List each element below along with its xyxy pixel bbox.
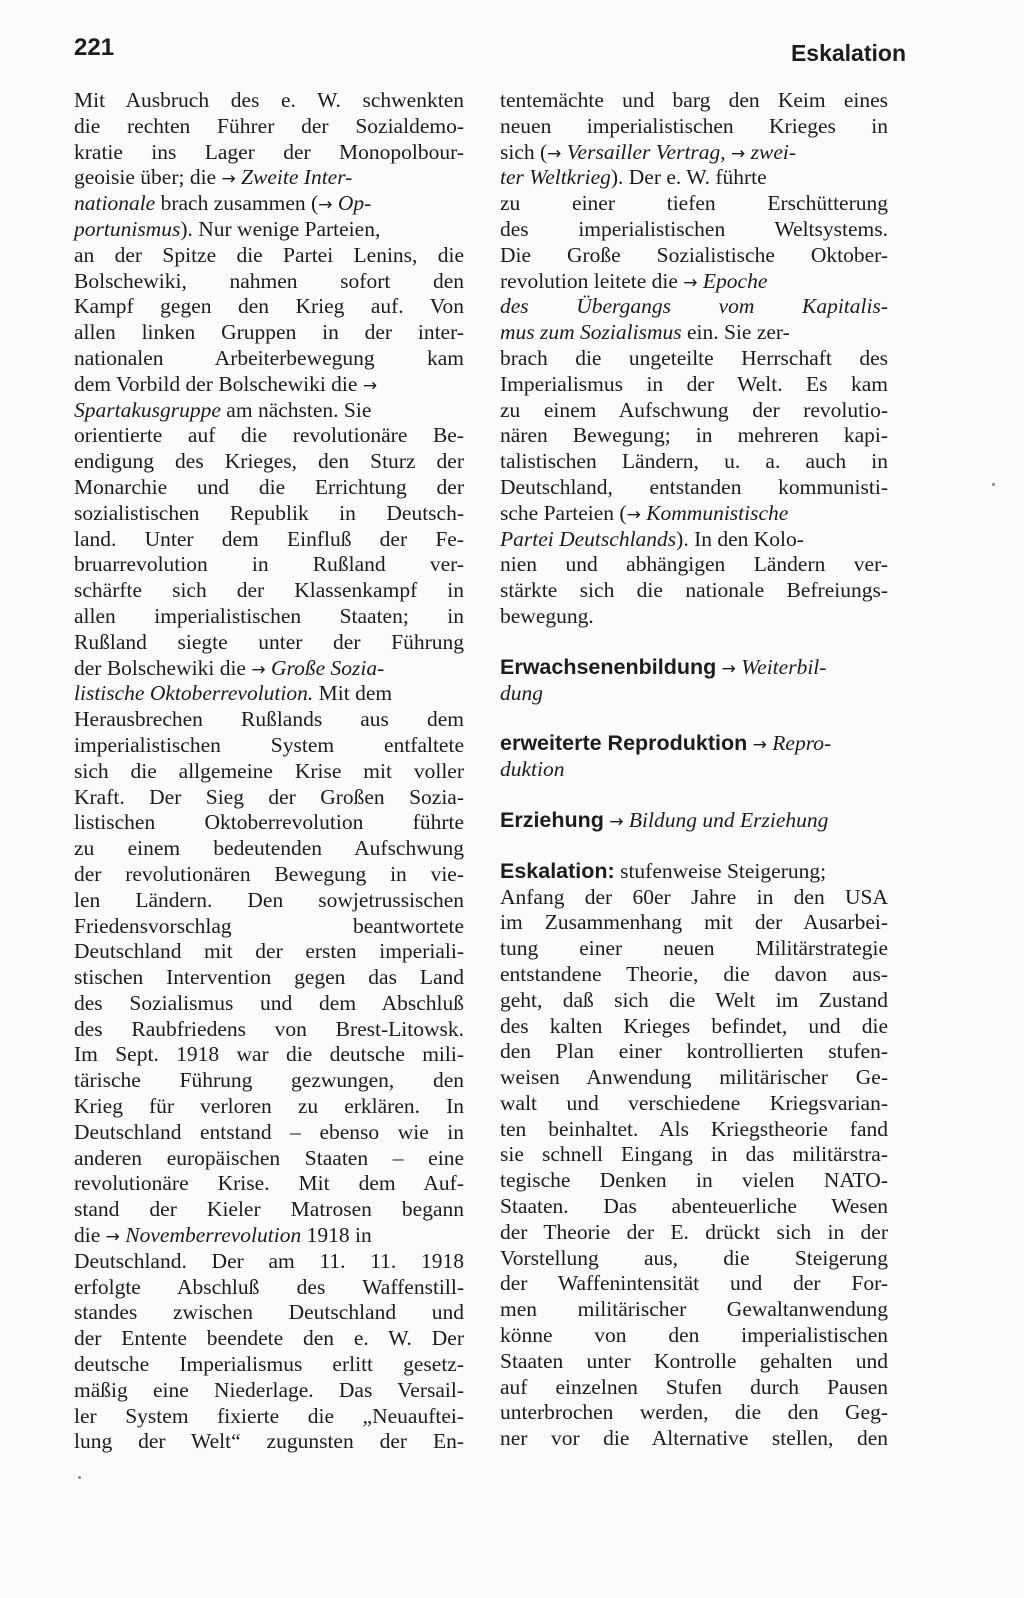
text-line: sich (→ Versailler Vertrag, → zwei- (500, 139, 797, 164)
text-line: anderen europäischen Staaten – eine (74, 1145, 464, 1170)
text-line: unterbrochen werden, die den Geg- (500, 1400, 888, 1425)
text-line: neuen imperialistischen Krieges in (500, 113, 888, 138)
text-line: deutsche Imperialismus erlitt gesetz- (74, 1352, 464, 1377)
cross-reference[interactable]: Op- (337, 191, 372, 216)
text-line (500, 655, 888, 681)
print-speck (992, 483, 995, 486)
text-line: an der Spitze die Partei Lenins, die (74, 242, 464, 267)
text-line: der Theorie der E. drückt sich in der (500, 1219, 888, 1244)
text-line: Spartakusgruppe am nächsten. Sie (74, 397, 372, 422)
text-line: Im Sept. 1918 war die deutsche mili- (74, 1042, 464, 1067)
entry-term: erweiterte Reproduktion (500, 731, 748, 756)
text-line: des imperialistischen Weltsystems. (500, 216, 888, 241)
cross-reference[interactable]: Epoche (702, 268, 768, 293)
text-line: sozialistischen Republik in Deutsch- (74, 500, 464, 525)
text-line: sche Parteien (→ Kommunistische (500, 500, 789, 525)
text-line: Deutschland. Der am 11. 11. 1918 (74, 1248, 464, 1273)
text-line: Krieg für verloren zu erklären. In (74, 1094, 464, 1119)
text-line: Vorstellung aus, die Steigerung (500, 1245, 888, 1270)
text-line: listischen Oktoberrevolution führte (74, 810, 464, 835)
arrow-icon: → (547, 143, 562, 164)
text-line: tärische Führung gezwungen, den (74, 1068, 464, 1093)
text-line: kratie ins Lager der Monopolbour- (74, 139, 464, 164)
cross-reference[interactable]: Versailler Vertrag, (566, 139, 726, 164)
text-line: der revolutionären Bewegung in vie- (74, 861, 464, 886)
print-speck (78, 1476, 81, 1479)
text-line: entstandene Theorie, die davon aus- (500, 961, 888, 986)
text-line: Eskalation: stufenweise Steigerung; (500, 858, 827, 883)
arrow-icon: → (251, 659, 266, 680)
text-line: auf einzelnen Stufen durch Pausen (500, 1374, 888, 1399)
text-line: Kraft. Der Sieg der Großen Sozia- (74, 784, 464, 809)
cross-reference[interactable]: Große Sozia- (270, 655, 385, 680)
arrow-icon: → (362, 375, 378, 396)
text-line: Deutschland, entstanden kommunisti- (500, 474, 888, 499)
arrow-icon: → (721, 658, 736, 679)
text-line: der Bolschewiki die → Große Sozia- (74, 655, 385, 680)
entry-term: Eskalation: (500, 858, 615, 883)
entry-term: Erwachsenenbildung (500, 654, 717, 679)
text-line: den Plan einer kontrollierten stufen- (500, 1039, 888, 1064)
cross-reference[interactable]: zwei- (750, 139, 797, 164)
left-column (74, 88, 464, 1455)
text-line: land. Unter dem Einfluß der Fe- (74, 526, 464, 551)
text-line: Staaten. Das abenteuerliche Wesen (500, 1194, 888, 1219)
text-line: bruarrevolution in Rußland ver- (74, 552, 464, 577)
text-line: weisen Anwendung militärischer Ge- (500, 1065, 888, 1090)
text-line: die → Novemberrevolution 1918 in (74, 1223, 372, 1248)
text-line: Rußland siegte unter der Führung (74, 629, 464, 654)
text-line: dung (500, 680, 543, 705)
text-line: dem Vorbild der Bolschewiki die → (74, 371, 378, 396)
arrow-icon: → (731, 143, 746, 164)
text-line: Bolschewiki, nahmen sofort den (74, 268, 464, 293)
text-line: zu einer tiefen Erschütterung (500, 191, 888, 216)
running-head: Eskalation (790, 40, 906, 66)
text-line: ler System fixierte die „Neuauftei- (74, 1403, 464, 1428)
text-line: allen imperialistischen Staaten; in (74, 603, 464, 628)
text-line: revolution leitete die → Epoche (500, 268, 768, 293)
cross-reference[interactable]: Repro- (772, 731, 832, 756)
right-column (500, 88, 888, 1452)
text-line: der Waffenintensität und der For- (500, 1271, 888, 1296)
text-line: brach die ungeteilte Herrschaft des (500, 345, 888, 370)
text-line: im Zusammenhang mit der Ausarbei- (500, 910, 888, 935)
text-line: revolutionäre Krise. Mit dem Auf- (74, 1171, 464, 1196)
cross-reference[interactable]: Weiterbil- (741, 654, 827, 679)
text-line: die rechten Führer der Sozialdemo- (74, 113, 464, 138)
text-line: des kalten Krieges befindet, und die (500, 1013, 888, 1038)
text-line: Partei Deutschlands). In den Kolo- (500, 526, 804, 551)
text-line: Kampf gegen den Krieg auf. Von (74, 294, 464, 319)
text-line: Mit Ausbruch des e. W. schwenkten (74, 88, 464, 112)
text-line: Anfang der 60er Jahre in den USA (500, 884, 888, 909)
text-line: nationale brach zusammen (→ Op- (74, 191, 372, 216)
text-line: nationalen Arbeiterbewegung kam (74, 345, 464, 370)
text-line: schärfte sich der Klassenkampf in (74, 578, 464, 603)
text-line: stischen Intervention gegen das Land (74, 965, 464, 990)
arrow-icon: → (683, 272, 698, 293)
text-line: nien und abhängigen Ländern ver- (500, 552, 888, 577)
text-line: duktion (500, 757, 565, 782)
text-line (500, 808, 888, 834)
text-line: Deutschland mit der ersten imperiali- (74, 939, 464, 964)
text-line: standes zwischen Deutschland und (74, 1300, 464, 1325)
text-line: Deutschland entstand – ebenso wie in (74, 1119, 464, 1144)
text-line: bewegung. (500, 603, 594, 628)
text-line: portunismus). Nur wenige Parteien, (74, 216, 381, 241)
page-header (74, 34, 906, 74)
text-line: erfolgte Abschluß des Waffenstill- (74, 1274, 464, 1299)
text-line: Monarchie und die Errichtung der (74, 474, 464, 499)
entry-term: Erziehung (500, 807, 604, 832)
arrow-icon: → (626, 504, 641, 525)
text-line: geht, daß sich die Welt im Zustand (500, 987, 888, 1012)
arrow-icon: → (609, 811, 624, 832)
cross-reference[interactable]: Bildung und Erziehung (628, 807, 829, 832)
cross-reference[interactable]: Zweite Inter- (241, 165, 353, 190)
text-line: men militärischer Gewaltanwendung (500, 1297, 888, 1322)
cross-reference[interactable]: Novemberrevolution (125, 1223, 302, 1248)
text-line: len Ländern. Den sowjetrussischen (74, 887, 464, 912)
arrow-icon: → (752, 735, 767, 756)
text-line: Friedensvorschlag beantwortete (74, 913, 464, 938)
entry-erziehung (500, 808, 888, 834)
text-line: mäßig eine Niederlage. Das Versail- (74, 1377, 464, 1402)
text-line: geoisie über; die → Zweite Inter- (74, 165, 353, 190)
text-line: des Sozialismus und dem Abschluß (74, 990, 464, 1015)
text-line: allen linken Gruppen in der inter- (74, 320, 464, 345)
text-line: ter Weltkrieg). Der e. W. führte (500, 165, 767, 190)
text-line: tung einer neuen Militärstrategie (500, 936, 888, 961)
arrow-icon: → (221, 169, 236, 190)
text-line: Herausbrechen Rußlands aus dem (74, 707, 464, 732)
text-line: endigung des Krieges, den Sturz der (74, 449, 464, 474)
text-line: nären Bewegung; in mehreren kapi- (500, 423, 888, 448)
text-line: sich die allgemeine Krise mit voller (74, 758, 464, 783)
cross-reference[interactable]: Kommunistische (646, 500, 789, 525)
arrow-icon: → (105, 1227, 120, 1248)
text-line: tentemächte und barg den Keim eines (500, 88, 888, 112)
text-line (500, 731, 888, 757)
text-line: orientierte auf die revolutionäre Be- (74, 423, 464, 448)
text-line: imperialistischen System entfaltete (74, 732, 464, 757)
text-line: zu einem bedeutenden Aufschwung (74, 836, 464, 861)
text-line: ten beinhaltet. Als Kriegstheorie fand (500, 1116, 888, 1141)
text-line: stand der Kieler Matrosen begann (74, 1197, 464, 1222)
text-line: zu einem Aufschwung der revolutio- (500, 397, 888, 422)
text-line: des Raubfriedens von Brest-Litowsk. (74, 1016, 464, 1041)
entry-erwachsenenbildung (500, 655, 888, 707)
arrow-icon: → (318, 195, 333, 216)
page-number: 221 (74, 34, 115, 61)
text-line: ner vor die Alternative stellen, den (500, 1426, 888, 1451)
text-line: könne von den imperialistischen (500, 1323, 888, 1348)
text-line: tegische Denken in vielen NATO- (500, 1168, 888, 1193)
text-line: sie schnell Eingang in das militärstra- (500, 1142, 888, 1167)
text-line: lung der Welt“ zugunsten der En- (74, 1429, 464, 1454)
text-line: der Entente beendete den e. W. Der (74, 1326, 464, 1351)
text-line: Imperialismus in der Welt. Es kam (500, 371, 888, 396)
text-line: Staaten unter Kontrolle gehalten und (500, 1348, 888, 1373)
text-line: Die Große Sozialistische Oktober- (500, 242, 888, 267)
entry-eskalation (500, 859, 888, 1452)
cross-reference[interactable]: Spartakusgruppe (74, 397, 221, 422)
entry-erweiterte-reproduktion (500, 731, 888, 783)
text-line: mus zum Sozialismus ein. Sie zer- (500, 320, 790, 345)
text-line: des Übergangs vom Kapitalis- (500, 294, 888, 319)
text-line: talistischen Ländern, u. a. auch in (500, 449, 888, 474)
text-line: walt und verschiedene Kriegsvarian- (500, 1090, 888, 1115)
text-line: stärkte sich die nationale Befreiungs- (500, 578, 888, 603)
text-line: listische Oktoberrevolution. Mit dem (74, 681, 393, 706)
